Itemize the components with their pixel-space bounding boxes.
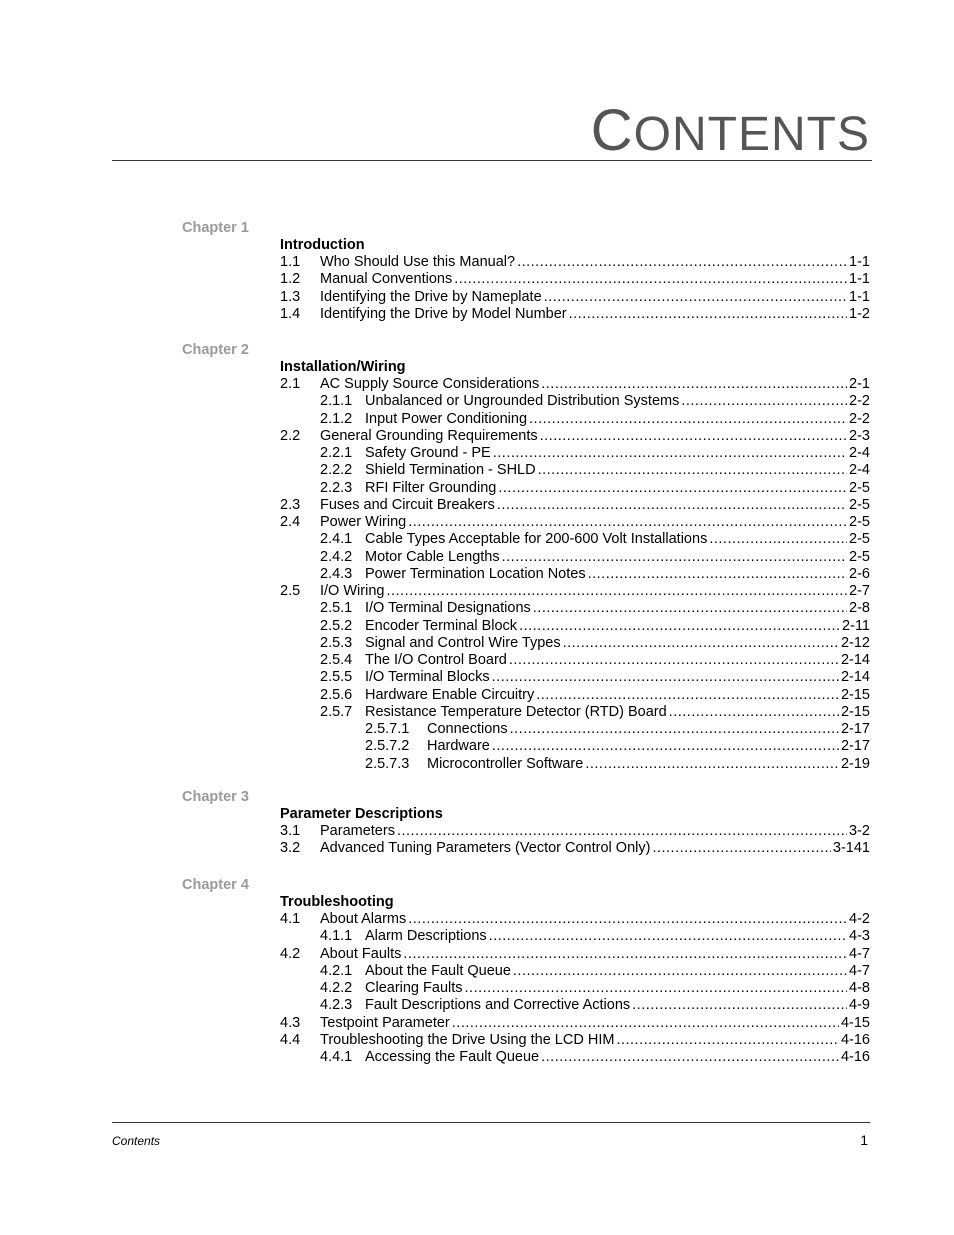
toc-entry-title: About Alarms [320, 911, 407, 927]
toc-entry[interactable] [320, 669, 870, 686]
toc-entry-title: Motor Cable Lengths [365, 548, 500, 565]
toc-entry-number: 4.1 [280, 911, 301, 927]
toc-entry[interactable] [280, 1032, 870, 1049]
toc-entry[interactable] [320, 997, 870, 1014]
toc-dot-leader [536, 687, 839, 704]
toc-entry-number: 2.4.3 [320, 565, 353, 582]
toc-entry-title: Fuses and Circuit Breakers [320, 496, 495, 513]
toc-entry-page: 2-1 [849, 376, 870, 392]
toc-entry-page: 2-4 [849, 445, 870, 461]
toc-entry-page: 2-15 [840, 686, 870, 703]
toc-entry-page: 2-5 [849, 514, 870, 530]
toc-entry-title: About Faults [320, 945, 402, 962]
toc-entry-title: I/O Terminal Designations [365, 600, 531, 617]
toc-entry-title: Troubleshooting the Drive Using the LCD HIM [320, 1031, 615, 1048]
toc-entry-title: Power Wiring [320, 514, 407, 530]
page-title: CONTENTS [590, 98, 870, 163]
toc-entry-title: Encoder Terminal Block [365, 617, 518, 634]
toc-entry-number: 4.4 [280, 1031, 301, 1048]
toc-entry[interactable] [320, 411, 870, 428]
toc-dot-leader [540, 428, 847, 445]
header-divider [112, 160, 872, 161]
toc-entry[interactable] [280, 911, 870, 928]
toc-dot-leader [493, 445, 847, 462]
toc-entry-title: General Grounding Requirements [320, 427, 538, 444]
toc-dot-leader [585, 756, 839, 773]
toc-entry-number: 2.5.7.3 [365, 755, 410, 772]
toc-entry-page: 4-2 [849, 911, 870, 927]
toc-dot-leader [541, 376, 847, 393]
toc-entry-page: 1-1 [849, 254, 870, 270]
toc-entry[interactable] [280, 376, 870, 393]
toc-entry-title: About the Fault Queue [365, 962, 511, 979]
toc-dot-leader [497, 497, 847, 514]
toc-entry-title: Alarm Descriptions [365, 928, 487, 945]
toc-entry-title: Identifying the Drive by Model Number [320, 305, 567, 322]
toc-dot-leader [386, 583, 847, 600]
toc-entry[interactable] [320, 600, 870, 617]
toc-dot-leader [681, 393, 847, 410]
toc-entry-number: 3.1 [280, 823, 301, 839]
chapter-label: Chapter 3 [182, 789, 249, 805]
toc-entry-title: Signal and Control Wire Types [365, 634, 561, 651]
toc-entry-page: 4-16 [840, 1031, 870, 1048]
toc-entry-number: 2.1.1 [320, 393, 353, 410]
toc-dot-leader [544, 289, 847, 306]
toc-entry[interactable] [320, 531, 870, 548]
toc-entry[interactable] [365, 738, 870, 755]
toc-entry[interactable] [320, 980, 870, 997]
toc-entry-title: Power Termination Location Notes [365, 565, 586, 582]
toc-entry-page: 3-2 [849, 823, 870, 839]
toc-dot-leader [452, 1015, 839, 1032]
toc-entry-page: 2-2 [849, 393, 870, 410]
toc-entry-number: 2.5.4 [320, 652, 353, 668]
toc-entry-number: 1.3 [280, 288, 301, 305]
toc-entry-page: 4-9 [849, 997, 870, 1014]
toc-dot-leader [533, 600, 847, 617]
toc-entry-title: Safety Ground - PE [365, 445, 491, 461]
toc-entry[interactable] [280, 1015, 870, 1032]
toc-dot-leader [465, 980, 848, 997]
toc-entry-number: 2.1.2 [320, 410, 353, 427]
toc-entry[interactable] [320, 928, 870, 945]
toc-entry-page: 4-8 [849, 980, 870, 996]
toc-entry[interactable] [320, 687, 870, 704]
toc-entry-number: 2.5.7.2 [365, 738, 410, 755]
toc-entry[interactable] [280, 306, 870, 323]
toc-entry-number: 2.2.1 [320, 445, 353, 461]
toc-entry-number: 4.2 [280, 945, 301, 962]
toc-entry-number: 2.3 [280, 496, 301, 513]
toc-entry[interactable] [280, 514, 870, 531]
toc-entry-title: Parameters [320, 823, 395, 839]
toc-dot-leader [492, 738, 839, 755]
toc-entry-page: 4-7 [849, 945, 870, 962]
toc-entry-title: Hardware [427, 738, 490, 755]
chapter-title: Installation/Wiring [280, 359, 406, 375]
toc-entry-number: 2.5.6 [320, 686, 353, 703]
toc-dot-leader [563, 635, 839, 652]
toc-entry[interactable] [320, 393, 870, 410]
toc-dot-leader [502, 549, 847, 566]
toc-dot-leader [403, 946, 847, 963]
toc-entry-title: Accessing the Fault Queue [365, 1049, 540, 1065]
toc-entry-title: Identifying the Drive by Nameplate [320, 288, 542, 305]
toc-entry-page: 1-1 [849, 288, 870, 305]
toc-entry-page: 2-14 [840, 652, 870, 668]
toc-entry-page: 2-7 [849, 583, 870, 599]
toc-entry[interactable] [280, 497, 870, 514]
toc-entry-title: Testpoint Parameter [320, 1014, 450, 1031]
toc-entry[interactable] [320, 549, 870, 566]
toc-dot-leader [454, 271, 847, 288]
toc-entry-number: 2.5.5 [320, 669, 353, 686]
toc-entry-page: 2-4 [849, 462, 870, 479]
toc-entry-number: 2.4 [280, 514, 301, 530]
toc-entry[interactable] [320, 1049, 870, 1066]
toc-entry-number: 1.2 [280, 271, 301, 288]
toc-entry-title: AC Supply Source Considerations [320, 376, 540, 392]
toc-entry[interactable] [320, 566, 870, 583]
toc-entry-number: 2.5.7 [320, 703, 353, 720]
chapter-label: Chapter 1 [182, 220, 249, 236]
toc-dot-leader [632, 997, 847, 1014]
toc-entry-title: Cable Types Acceptable for 200-600 Volt Installations [365, 531, 708, 548]
toc-entry-page: 2-3 [849, 427, 870, 444]
toc-entry-page: 2-15 [840, 703, 870, 720]
toc-entry-number: 4.1.1 [320, 928, 353, 945]
toc-entry-page: 2-17 [840, 721, 870, 737]
toc-dot-leader [492, 669, 839, 686]
toc-entry-title: Fault Descriptions and Corrective Actions [365, 997, 631, 1014]
toc-entry-number: 2.5.7.1 [365, 721, 410, 737]
toc-entry[interactable] [280, 254, 870, 271]
toc-entry-page: 1-2 [849, 305, 870, 322]
chapter-title: Parameter Descriptions [280, 806, 443, 822]
toc-entry[interactable] [320, 652, 870, 669]
toc-entry-number: 3.2 [280, 840, 301, 857]
toc-entry-page: 3-141 [832, 840, 870, 857]
toc-entry-page: 2-5 [849, 479, 870, 496]
toc-entry-page: 1-1 [849, 271, 870, 288]
footer-section-label: Contents [112, 1134, 161, 1148]
toc-entry-title: Advanced Tuning Parameters (Vector Control Only) [320, 840, 651, 857]
toc-entry[interactable] [280, 823, 870, 840]
toc-entry-page: 4-16 [840, 1049, 870, 1065]
toc-dot-leader [510, 721, 839, 738]
toc-dot-leader [538, 462, 847, 479]
toc-entry-title: Unbalanced or Ungrounded Distribution Systems [365, 393, 680, 410]
toc-entry-title: Resistance Temperature Detector (RTD) Board [365, 703, 667, 720]
toc-entry[interactable] [320, 445, 870, 462]
toc-entry-title: Connections [427, 721, 508, 737]
toc-entry-page: 2-19 [840, 755, 870, 772]
chapter-title: Introduction [280, 237, 365, 253]
toc-entry-title: Shield Termination - SHLD [365, 462, 536, 479]
toc-entry-page: 2-6 [849, 565, 870, 582]
toc-entry-number: 2.5.2 [320, 617, 353, 634]
toc-entry-title: RFI Filter Grounding [365, 479, 497, 496]
toc-dot-leader [569, 306, 847, 323]
toc-entry-number: 4.2.3 [320, 997, 353, 1014]
toc-entry[interactable] [280, 583, 870, 600]
toc-dot-leader [616, 1032, 839, 1049]
toc-entry-number: 4.2.1 [320, 962, 353, 979]
toc-entry-title: Manual Conventions [320, 271, 453, 288]
chapter-title: Troubleshooting [280, 894, 394, 910]
toc-entry-page: 2-14 [840, 669, 870, 686]
toc-entry-page: 2-12 [840, 634, 870, 651]
toc-entry[interactable] [320, 963, 870, 980]
chapter-label: Chapter 2 [182, 342, 249, 358]
toc-dot-leader [408, 911, 847, 928]
toc-entry-page: 4-7 [849, 962, 870, 979]
toc-entry-page: 2-5 [849, 548, 870, 565]
toc-dot-leader [541, 1049, 839, 1066]
toc-entry-number: 2.5.1 [320, 600, 353, 617]
toc-entry-page: 2-5 [849, 531, 870, 548]
toc-entry-page: 2-11 [842, 617, 870, 634]
toc-entry-page: 2-8 [849, 600, 870, 617]
toc-entry-number: 2.2 [280, 427, 301, 444]
toc-entry-number: 2.5 [280, 583, 301, 599]
toc-dot-leader [517, 254, 847, 271]
toc-entry-page: 2-17 [840, 738, 870, 755]
toc-entry-title: Microcontroller Software [427, 755, 584, 772]
toc-entry[interactable] [320, 480, 870, 497]
toc-entry[interactable] [280, 840, 870, 857]
toc-dot-leader [652, 840, 830, 857]
toc-dot-leader [408, 514, 847, 531]
toc-dot-leader [519, 618, 840, 635]
footer-divider [112, 1122, 870, 1123]
toc-entry-title: I/O Terminal Blocks [365, 669, 490, 686]
toc-entry-number: 1.1 [280, 254, 301, 270]
chapter-label: Chapter 4 [182, 877, 249, 893]
toc-dot-leader [669, 704, 839, 721]
toc-entry[interactable] [320, 704, 870, 721]
toc-entry[interactable] [280, 289, 870, 306]
toc-entry-number: 2.4.2 [320, 548, 353, 565]
toc-entry[interactable] [365, 721, 870, 738]
toc-entry-number: 2.1 [280, 376, 301, 392]
toc-entry-page: 2-5 [849, 496, 870, 513]
toc-entry-number: 4.4.1 [320, 1049, 353, 1065]
toc-entry-number: 2.4.1 [320, 531, 353, 548]
toc-entry-title: Clearing Faults [365, 980, 463, 996]
toc-dot-leader [709, 531, 847, 548]
toc-dot-leader [529, 411, 847, 428]
toc-entry[interactable] [280, 946, 870, 963]
toc-entry-title: Hardware Enable Circuitry [365, 686, 535, 703]
toc-dot-leader [513, 963, 847, 980]
toc-entry-title: The I/O Control Board [365, 652, 507, 668]
toc-entry[interactable] [280, 271, 870, 288]
toc-dot-leader [509, 652, 839, 669]
toc-entry-title: Input Power Conditioning [365, 410, 528, 427]
toc-entry-page: 4-15 [840, 1014, 870, 1031]
toc-entry-number: 2.2.3 [320, 479, 353, 496]
toc-entry-title: I/O Wiring [320, 583, 385, 599]
toc-entry[interactable] [320, 462, 870, 479]
toc-entry-page: 2-2 [849, 410, 870, 427]
toc-entry[interactable] [320, 618, 870, 635]
toc-entry-page: 4-3 [849, 928, 870, 945]
toc-entry-number: 4.2.2 [320, 980, 353, 996]
toc-entry[interactable] [320, 635, 870, 652]
toc-dot-leader [397, 823, 847, 840]
toc-entry-number: 4.3 [280, 1014, 301, 1031]
toc-entry-number: 2.2.2 [320, 462, 353, 479]
toc-entry-title: Who Should Use this Manual? [320, 254, 516, 270]
toc-dot-leader [489, 928, 847, 945]
toc-dot-leader [588, 566, 847, 583]
toc-entry-number: 1.4 [280, 305, 301, 322]
toc-entry[interactable] [365, 756, 870, 773]
toc-dot-leader [498, 480, 847, 497]
toc-entry-number: 2.5.3 [320, 634, 353, 651]
toc-entry[interactable] [280, 428, 870, 445]
footer-page-number: 1 [860, 1132, 868, 1148]
